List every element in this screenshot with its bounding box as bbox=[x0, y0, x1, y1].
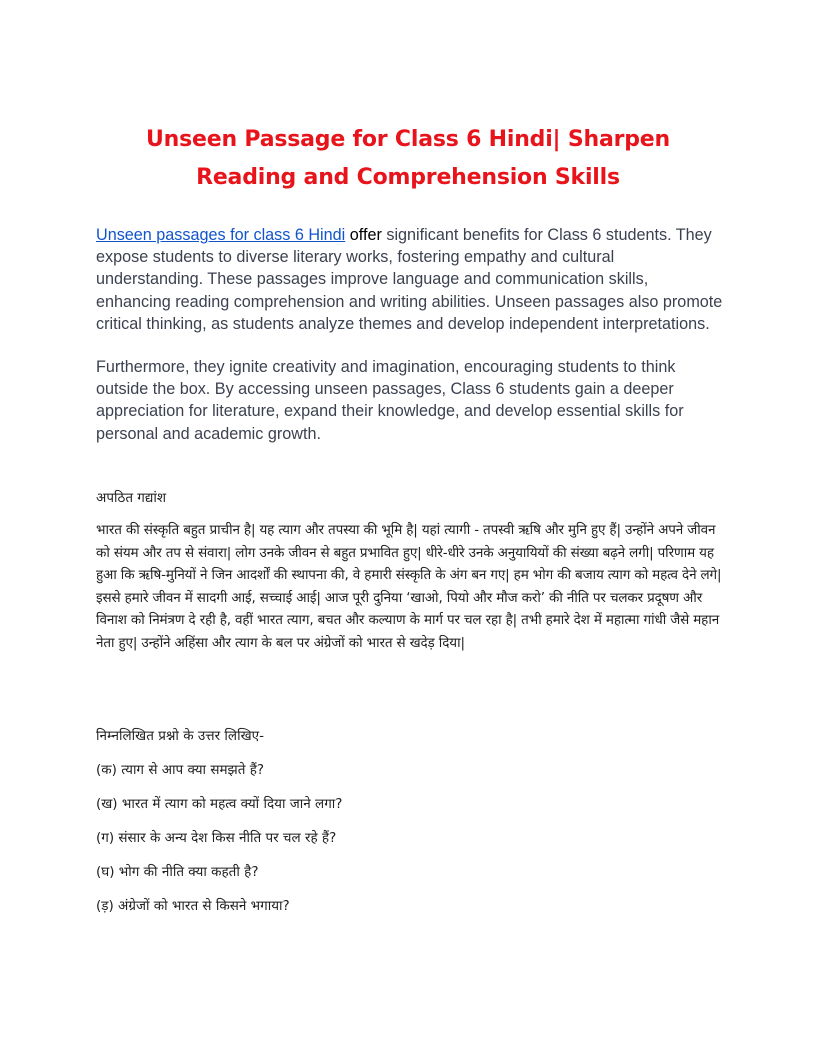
question-item: (ख) भारत में त्याग को महत्व क्यों दिया जाने लगा? bbox=[96, 796, 343, 812]
questions-heading: निम्नलिखित प्रश्नो के उत्तर लिखिए- bbox=[96, 728, 264, 744]
passage-heading: अपठित गद्यांश bbox=[96, 490, 167, 506]
question-item: (घ) भोग की नीति क्या कहती है? bbox=[96, 864, 259, 880]
second-paragraph: Furthermore, they ignite creativity and imagination, encouraging students to think outside the box. By accessing unseen passages, Class 6 students gain a deeper appreciation for literature, expand their knowledge, and develop essential skills for personal and academic growth. bbox=[96, 358, 684, 443]
intro-offer-word: offer bbox=[345, 226, 382, 244]
question-item: (क) त्याग से आप क्या समझते हैं? bbox=[96, 762, 265, 778]
unseen-passages-link[interactable]: Unseen passages for class 6 Hindi bbox=[96, 226, 346, 244]
page-title: Unseen Passage for Class 6 Hindi| Sharpen Reading and Comprehension Skills bbox=[145, 127, 670, 190]
question-item: (ग) संसार के अन्य देश किस नीति पर चल रहे हैं? bbox=[96, 830, 337, 846]
intro-text: significant benefits for Class 6 students. They expose students to diverse literary works, fostering empathy and cultural understanding. These passages improve language and communication skills, enhancing reading comprehension and writing abilities. Unseen passages also promote critical thinking, as students analyze themes and develop independent interpretations. bbox=[96, 226, 723, 333]
question-item: (ड़) अंग्रेजों को भारत से किसने भगाया? bbox=[96, 898, 290, 914]
passage-body: भारत की संस्कृति बहुत प्राचीन है| यह त्याग और तपस्या की भूमि है| यहां त्यागी - तपस्वी ऋषि और मुनि हुए हैं| उन्होंने अपने जीवन को संयम और तप से संवारा| लोग उनके जीवन से बहुत प्रभावित हुए| धीरे-धीरे उनके अनुयायियों की संख्या बढ़ने लगी| परिणाम यह हुआ कि ऋषि-मुनियों ने जिन आदर्शों की स्थापना की, वे हमारी संस्कृति के अंग बन गए| हम भोग की बजाय त्याग को महत्व देने लगे| इससे हमारे जीवन में सादगी आई, सच्चाई आई| आज पूरी दुनिया ‘खाओ, पियो और मौज करो’ की नीति पर चलकर प्रदूषण और विनाश को निमंत्रण दे रही है, वहीं भारत त्याग, बचत और कल्याण के मार्ग पर चल रहा है| तभी हमारे देश में महात्मा गांधी जैसे महान नेता हुए| उन्होंने अहिंसा और त्याग के बल पर अंग्रेजों को भारत से खदेड़ दिया| bbox=[96, 522, 722, 651]
intro-paragraph bbox=[96, 224, 724, 335]
